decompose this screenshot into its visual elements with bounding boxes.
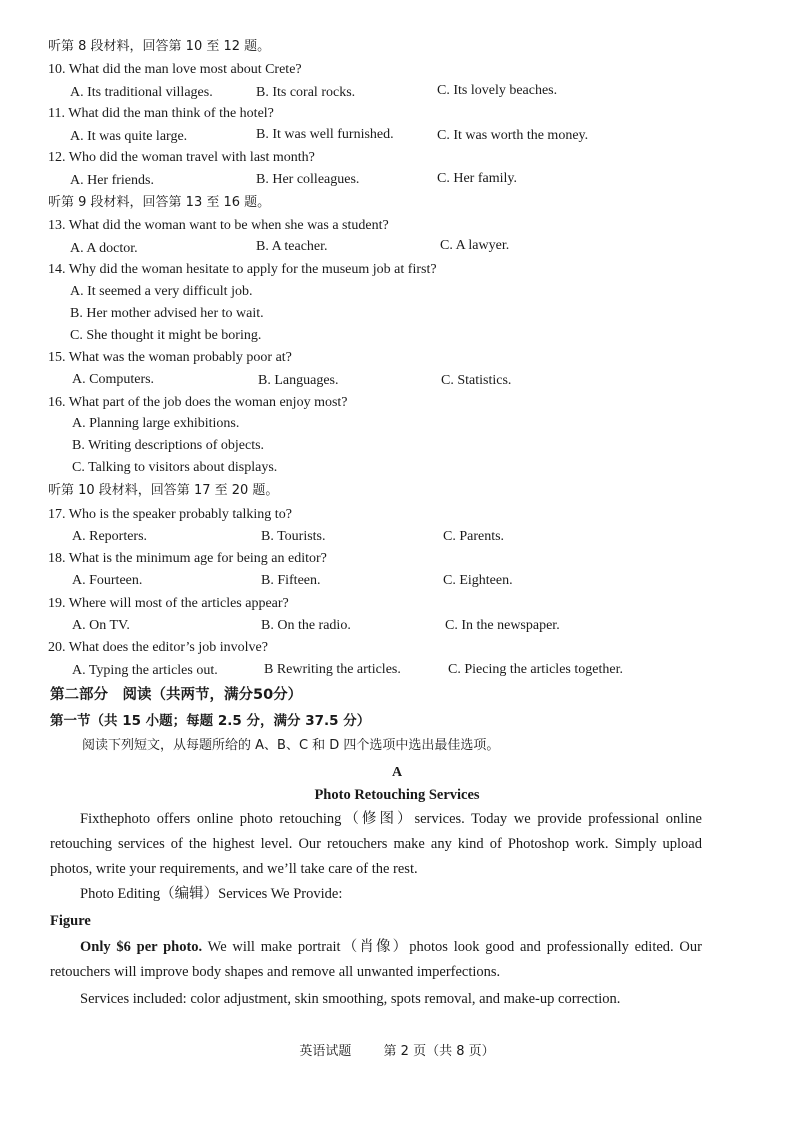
question-11: 11. What did the man think of the hotel?: [48, 106, 274, 121]
q19-option-c: C. In the newspaper.: [445, 618, 560, 633]
q16-option-b: B. Writing descriptions of objects.: [72, 438, 265, 453]
q18-option-a: A. Fourteen.: [72, 573, 143, 588]
q15-option-b: B. Languages.: [258, 373, 339, 388]
q16-option-c: C. Talking to visitors about displays.: [72, 460, 278, 475]
passage-paragraph-4: Services included: color adjustment, skin smoothing, spots removal, and make-up correction.: [80, 991, 621, 1007]
page-footer: [0, 1040, 794, 1059]
q10-option-a: A. Its traditional villages.: [70, 85, 213, 100]
q12-option-c: C. Her family.: [437, 171, 517, 186]
section-intro-13-16: 听第 9 段材料，回答第 13 至 16 题。: [48, 195, 271, 210]
q10-option-b: B. Its coral rocks.: [256, 85, 356, 100]
q15-option-c: C. Statistics.: [441, 373, 512, 388]
q12-option-b: B. Her colleagues.: [256, 172, 360, 187]
q19-option-b: B. On the radio.: [261, 618, 351, 633]
figure-label: Figure: [50, 913, 91, 929]
price-highlight: Only $6 per photo.: [80, 939, 203, 955]
q17-option-a: A. Reporters.: [72, 529, 148, 544]
q14-option-a: A. It seemed a very difficult job.: [70, 284, 253, 299]
q10-option-c: C. Its lovely beaches.: [437, 83, 558, 98]
q12-option-a: A. Her friends.: [70, 173, 154, 188]
q18-option-c: C. Eighteen.: [443, 573, 513, 588]
q17-option-c: C. Parents.: [443, 529, 505, 544]
section-one-title: 第一节（共 15 小题；每题 2.5 分，满分 37.5 分）: [50, 713, 371, 729]
q17-option-b: B. Tourists.: [261, 529, 326, 544]
question-19: 19. Where will most of the articles appear?: [48, 596, 289, 611]
question-12: 12. Who did the woman travel with last month?: [48, 150, 315, 165]
q20-option-b: B Rewriting the articles.: [264, 662, 401, 677]
question-10: 10. What did the man love most about Crete?: [48, 62, 302, 77]
q11-option-b: B. It was well furnished.: [256, 127, 394, 142]
passage-paragraph-1: Fixthephoto offers online photo retouching（修图）services. Today we provide professional online retouching services of the highest level. Our retouchers make any kind of Photoshop work. Simply upload photos, write your requirements, and we’ll take care of the rest.: [50, 811, 702, 877]
part-two-title: 第二部分 阅读（共两节，满分50分）: [50, 687, 303, 703]
q18-option-b: B. Fifteen.: [261, 573, 321, 588]
question-16: 16. What part of the job does the woman enjoy most?: [48, 395, 348, 410]
q19-option-a: A. On TV.: [72, 618, 130, 633]
question-15: 15. What was the woman probably poor at?: [48, 350, 292, 365]
footer-page-number: 第 2 页（共 8 页）: [383, 1044, 495, 1059]
passage-letter: A: [391, 765, 403, 780]
q14-option-b: B. Her mother advised her to wait.: [70, 306, 264, 321]
section-intro-10-12: 听第 8 段材料，回答第 10 至 12 题。: [48, 39, 271, 54]
question-20: 20. What does the editor’s job involve?: [48, 640, 268, 655]
section-intro-17-20: 听第 10 段材料，回答第 17 至 20 题。: [48, 483, 279, 498]
passage-paragraph-3: [50, 935, 702, 985]
q14-option-c: C. She thought it might be boring.: [70, 328, 262, 343]
q15-option-a: A. Computers.: [72, 372, 155, 387]
footer-subject: 英语试题: [299, 1044, 352, 1059]
q20-option-a: A. Typing the articles out.: [72, 663, 218, 678]
q11-option-a: A. It was quite large.: [70, 129, 188, 144]
question-17: 17. Who is the speaker probably talking to?: [48, 507, 292, 522]
q16-option-a: A. Planning large exhibitions.: [72, 416, 240, 431]
q13-option-a: A. A doctor.: [70, 241, 138, 256]
q20-option-c: C. Piecing the articles together.: [448, 662, 623, 677]
q11-option-c: C. It was worth the money.: [437, 128, 589, 143]
paragraph-3-text: We will make portrait（肖像）photos look good and professionally edited. Our retouchers will improve body shapes and remove all unwanted imperfections.: [50, 939, 702, 980]
question-13: 13. What did the woman want to be when she was a student?: [48, 218, 389, 233]
question-18: 18. What is the minimum age for being an editor?: [48, 551, 327, 566]
q13-option-c: C. A lawyer.: [440, 238, 510, 253]
q13-option-b: B. A teacher.: [256, 239, 328, 254]
passage-paragraph-2: Photo Editing（编辑）Services We Provide:: [80, 886, 343, 902]
reading-instruction: 阅读下列短文，从每题所给的 A、B、C 和 D 四个选项中选出最佳选项。: [82, 738, 500, 753]
passage-title: Photo Retouching Services: [314, 787, 480, 803]
question-14: 14. Why did the woman hesitate to apply for the museum job at first?: [48, 262, 437, 277]
